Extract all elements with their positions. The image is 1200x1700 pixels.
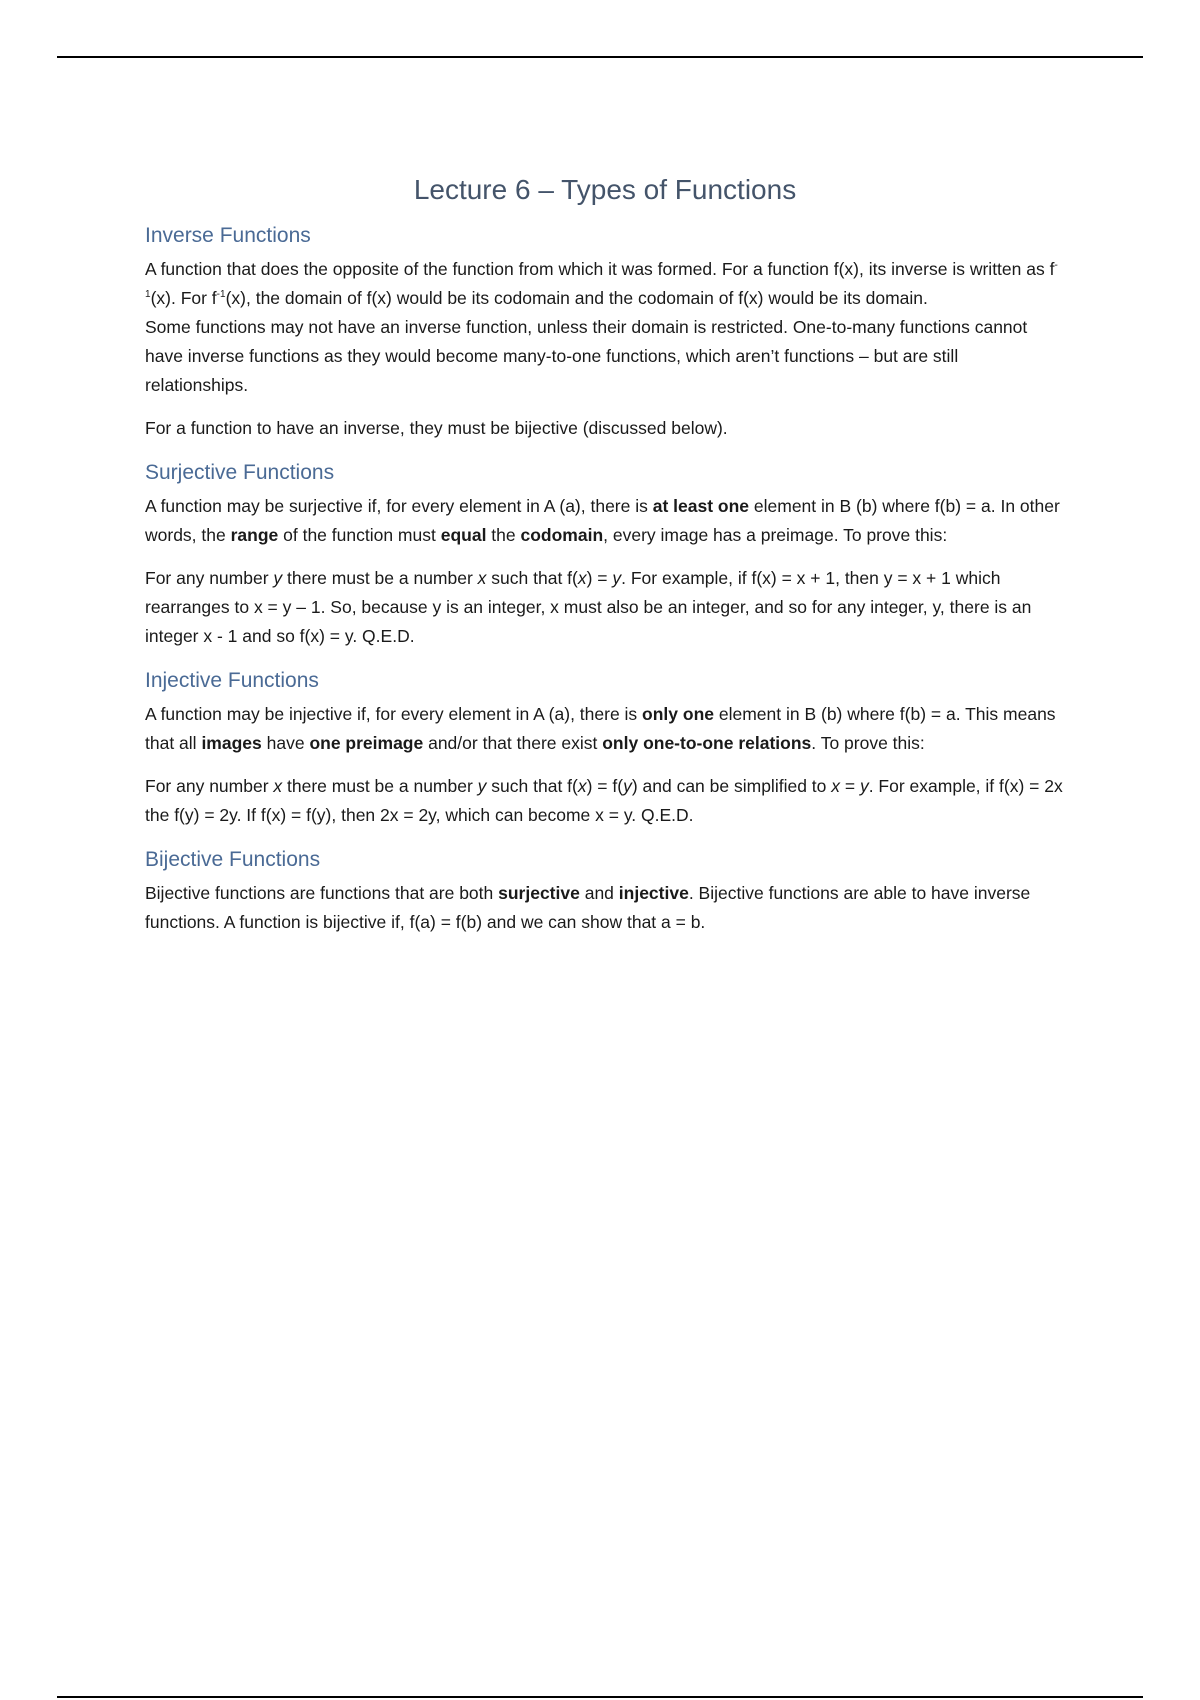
document-body [145, 172, 1065, 937]
section-heading-injective: Injective Functions [145, 669, 319, 692]
injective-paragraph-1: A function may be injective if, for every element in A (a), there is only one element in B (b) where f(b) = a. This means that all images have one preimage and/or that there exist only one-to-one relations. To prove this: [145, 704, 1056, 753]
section-heading-surjective: Surjective Functions [145, 461, 335, 484]
section-heading-inverse: Inverse Functions [145, 224, 311, 247]
inverse-paragraph-2: Some functions may not have an inverse function, unless their domain is restricted. One-to-many functions cannot have inverse functions as they would become many-to-one functions, which aren’t functions – but are still relationships. [145, 317, 1028, 395]
injective-paragraph-2: For any number x there must be a number y such that f(x) = f(y) and can be simplified to x = y. For example, if f(x) = 2x the f(y) = 2y. If f(x) = f(y), then 2x = 2y, which can become x = y. Q.E.D. [145, 776, 1063, 825]
footer-rule [57, 1696, 1143, 1698]
inverse-paragraph-3: For a function to have an inverse, they must be bijective (discussed below). [145, 418, 728, 438]
bijective-paragraph-1: Bijective functions are functions that are both surjective and injective. Bijective functions are able to have inverse functions. A function is bijective if, f(a) = f(b) and we can show that a = b. [145, 883, 1031, 932]
section-heading-bijective: Bijective Functions [145, 848, 321, 871]
surjective-paragraph-2: For any number y there must be a number x such that f(x) = y. For example, if f(x) = x + 1, then y = x + 1 which rearranges to x = y – 1. So, because y is an integer, x must also be an integer, and so for any integer, y, there is an integer x - 1 and so f(x) = y. Q.E.D. [145, 568, 1032, 646]
page-title: Lecture 6 – Types of Functions [413, 174, 797, 205]
surjective-paragraph-1: A function may be surjective if, for every element in A (a), there is at least one element in B (b) where f(b) = a. In other words, the range of the function must equal the codomain, every image has a preimage. To prove this: [145, 496, 1060, 545]
inverse-paragraph-1: A function that does the opposite of the function from which it was formed. For a function f(x), its inverse is written as $f^{-1}(x)$. For $f^{-1}(x)$, the domain of f(x) would be its codomain and the codomain of f(x) would be its domain. [145, 259, 1058, 308]
header-rule [57, 56, 1143, 58]
